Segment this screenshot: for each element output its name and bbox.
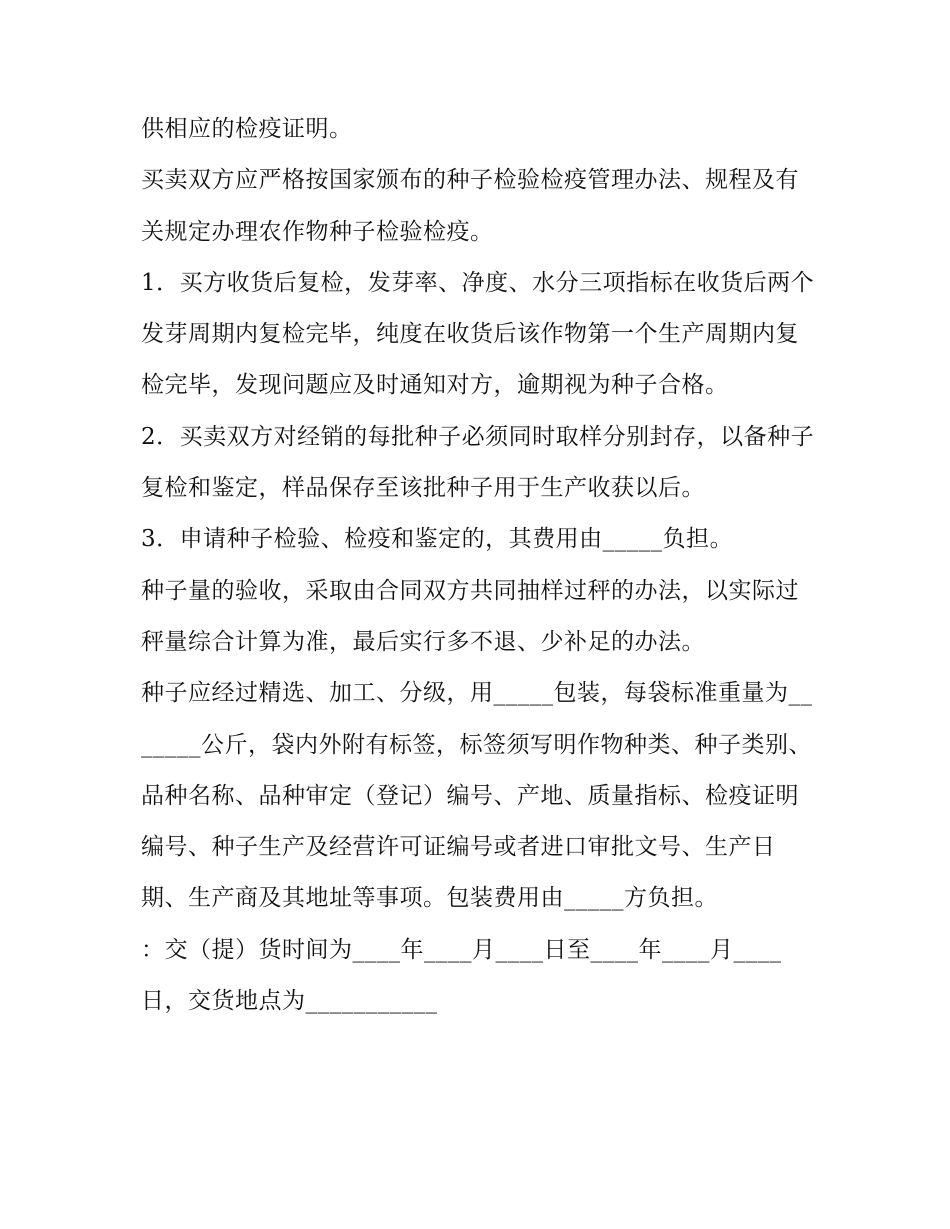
paragraph-clause-3-fees: 3．申请种子检验、检疫和鉴定的，其费用由_____负担。 (141, 526, 734, 553)
document-body (141, 104, 821, 1027)
paragraph-quantity-acceptance: 种子量的验收，采取由合同双方共同抽样过秤的办法，以实际过秤量综合计算为准，最后实行多不退、少补足的办法。 (141, 577, 799, 655)
paragraph-packaging: 种子应经过精选、加工、分级，用_____包装，每袋标准重量为_______公斤，袋内外附有标签，标签须写明作物种类、种子类别、品种名称、品种审定（登记）编号、产地、质量指标、检疫证明编号、种子生产及经营许可证编号或者进口审批文号、生产日期、生产商及其地址等事项。包装费用由_____方负担。 (141, 680, 813, 912)
paragraph-quarantine-certificate: 供相应的检疫证明。 (141, 116, 353, 142)
paragraph-inspection-regulations: 买卖双方应严格按国家颁布的种子检验检疫管理办法、规程及有关规定办理农作物种子检验检疫。 (141, 167, 799, 245)
paragraph-clause-1-reinspection: 1．买方收货后复检，发芽率、净度、水分三项指标在收货后两个发芽周期内复检完毕，纯度在收货后该作物第一个生产周期内复检完毕，发现问题应及时通知对方，逾期视为种子合格。 (141, 269, 815, 399)
paragraph-delivery-time-place: ：交（提）货时间为____年____月____日至____年____月____日，交货地点为___________ (141, 936, 782, 1015)
paragraph-clause-2-sampling: 2．买卖双方对经销的每批种子必须同时取样分别封存，以备种子复检和鉴定，样品保存至该批种子用于生产收获以后。 (141, 423, 815, 502)
